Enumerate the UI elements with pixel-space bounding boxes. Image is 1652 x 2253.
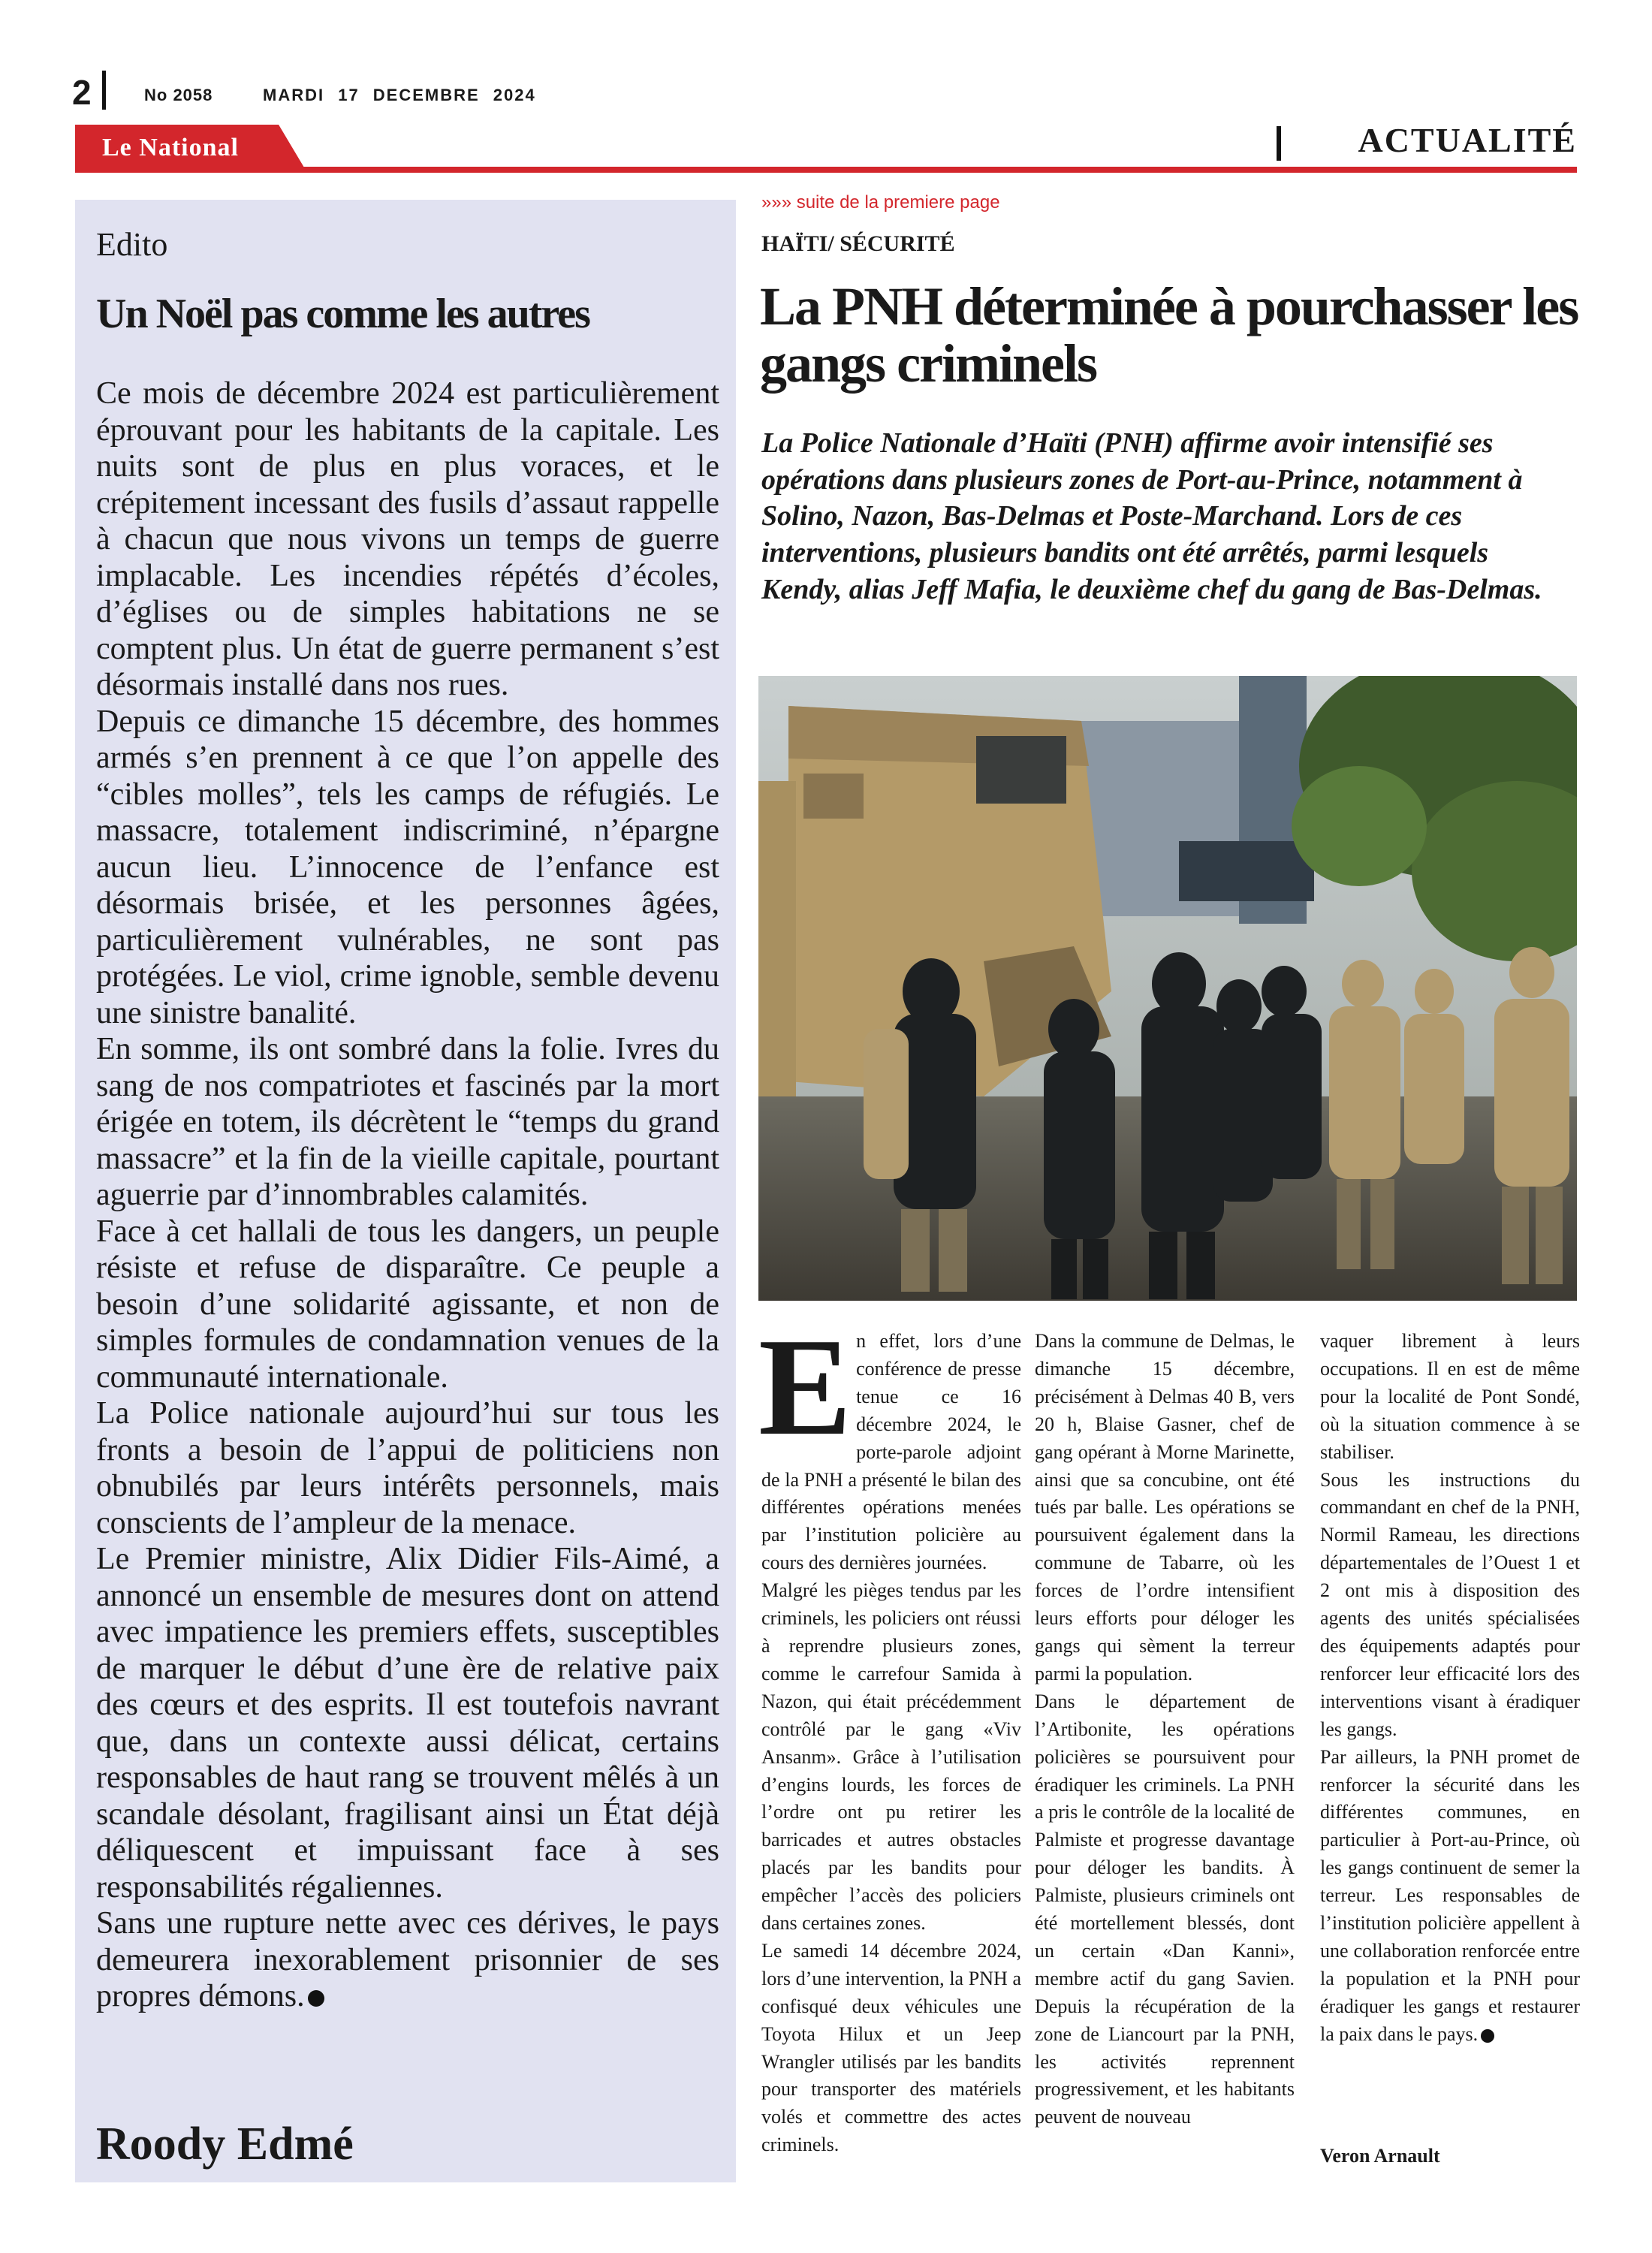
article-paragraph: Sous les instructions du commandant en chef de la PNH, Normil Rameau, les directions départementales de l’Ouest 1 et 2 ont mis à disposition des agents des unités spécialisées des équipements adaptés pour renforcer leur efficacité lors des interventions visant à éradiquer les gangs. (1320, 1468, 1580, 1740)
article-standfirst: La Police Nationale d’Haïti (PNH) affirme avoir intensifié ses opérations dans plusieurs zones de Port-au-Prince, notamment à Solino, Nazon, Bas-Delmas et Poste-Marchand. Lors de ces interventions, plusieurs bandits ont été arrêtés, parmi lesquels Kendy, alias Jeff Mafia, le deuxième chef du gang de Bas-Delmas. (761, 427, 1542, 605)
edito-title: Un Noël pas comme les autres (96, 291, 589, 337)
page-number: 2 (72, 73, 92, 112)
article-column-2 (1035, 1328, 1295, 2131)
edito-paragraph: Face à cet hallali de tous les dangers, un peuple résiste et refuse de disparaître. Ce peuple a besoin d’une solidarité agissante, et non de simples formules de condamnation venues de la communauté internationale. (96, 1214, 719, 1395)
edito-last-text: Sans une rupture nette avec ces dérives, le pays demeurera inexorablement prisonnier de ses propres démons. (96, 1906, 719, 2013)
edito-paragraph: Ce mois de décembre 2024 est particulièrement éprouvant pour les habitants de la capitale. Les nuits sont de plus en plus voraces, et le crépitement incessant des fusils d’assaut rappelle à chacun que nous vivons un temps de guerre implacable. Les incendies répétés d’écoles, d’églises ou de simples habitations ne se comptent plus. Un état de guerre permanent s’est désormais installé dans nos rues. (96, 376, 719, 702)
article-kicker: HAÏTI/ SÉCURITÉ (761, 231, 955, 256)
article-paragraph: vaquer librement à leurs occupations. Il en est de même pour la localité de Pont Sondé, où la situation commence à se stabiliser. (1320, 1330, 1580, 1463)
page-number-divider (102, 71, 106, 110)
continuation-note: »»» suite de la premiere page (761, 192, 1000, 213)
header-rule (75, 167, 1577, 173)
dateline: MARDI 17 DECEMBRE 2024 (263, 86, 536, 104)
section-title: ACTUALITÉ (1358, 121, 1577, 159)
article-last-text: Par ailleurs, la PNH promet de renforcer la sécurité dans les différentes communes, en particulier à Port-au-Prince, où les gangs continuent de semer la terreur. Les responsables de l’institution policière appellent à une collaboration renforcée entre la population et la PNH pour éradiquer les gangs et restaurer la paix dans le pays. (1320, 1745, 1580, 2045)
edito-kicker: Edito (96, 226, 168, 263)
edito-body (96, 376, 719, 2015)
article-paragraph: Dans le département de l’Artibonite, les opérations policières se poursuivent pour éradiquer les criminels. La PNH a pris le contrôle de la localité de Palmiste et progresse davantage pour déloger les bandits. À Palmiste, plusieurs criminels ont été mortellement blessés, dont un certain «Dan Kanni», membre actif du gang Savien. Depuis la récupération de la zone de Liancourt par la PNH, les activités reprennent progressivement, et les habitants peuvent de nouveau (1035, 1690, 1295, 2128)
news-photo (758, 676, 1577, 1301)
article-byline: Veron Arnault (1320, 2145, 1440, 2167)
end-mark-icon (308, 1990, 324, 2007)
article-headline: La PNH déterminée à pourchasser les gangs criminels (760, 276, 1578, 394)
edito-paragraph: La Police nationale aujourd’hui sur tous les fronts a besoin de l’appui de politiciens non obnubilés par leurs intérêts personnels, mais conscients de l’ampleur de la menace. (96, 1396, 719, 1540)
edito-signature: Roody Edmé (96, 2119, 354, 2170)
edito-paragraph-last (96, 1905, 719, 2015)
article-paragraph: Malgré les pièges tendus par les criminels, les policiers ont réussi à reprendre plusieurs zones, comme le carrefour Samida à Nazon, qui était précédemment contrôlé par le gang «Viv Ansanm». Grâce à l’utilisation d’engins lourds, les forces de l’ordre ont pu retirer les barricades et autres obstacles placés par les bandits pour empêcher l’accès des policiers dans certaines zones. (761, 1579, 1021, 1935)
article-column-3 (1320, 1328, 1580, 2049)
brand-name: Le National (102, 134, 239, 161)
drop-cap: E (758, 1310, 852, 1464)
article-paragraph (758, 1310, 1021, 1577)
article-paragraph-last (1320, 1744, 1580, 2049)
article-lead-text: n effet, lors d’une conférence de presse tenue ce 16 décembre 2024, le porte-parole adjoint de la PNH a présenté le bilan des différentes opérations menées par l’institution policière au cours des dernières journées. (761, 1330, 1021, 1574)
article-column-1 (758, 1310, 1021, 2159)
issue-number: No 2058 (144, 86, 213, 104)
article-paragraph: Le samedi 14 décembre 2024, lors d’une intervention, la PNH a confisqué deux véhicules une Toyota Hilux et un Jeep Wrangler utilisés par les bandits pour transporter des matériels volés et commettre des actes criminels. (761, 1939, 1021, 2156)
section-divider (1277, 126, 1281, 161)
end-mark-icon (1481, 2029, 1494, 2043)
edito-paragraph: Le Premier ministre, Alix Didier Fils-Aimé, a annoncé un ensemble de mesures dont on attend avec impatience les premiers effets, susceptibles de marquer le début d’une ère de relative paix des cœurs et des esprits. Il est toutefois navrant que, dans un contexte aussi délicat, certains responsables de haut rang se trouvent mêlés à un scandale désolant, fragilisant ainsi un État déjà déliquescent et impuissant face à ses responsabilités régaliennes. (96, 1542, 719, 1905)
edito-paragraph: En somme, ils ont sombré dans la folie. Ivres du sang de nos compatriotes et fascinés par la mort érigée en totem, ils décrètent le “temps du grand massacre” et la fin de la vieille capitale, pourtant aguerrie par d’innombrables calamités. (96, 1032, 719, 1212)
article-paragraph: Dans la commune de Delmas, le dimanche 15 décembre, précisément à Delmas 40 B, vers 20 h, Blaise Gasner, chef de gang opérant à Morne Marinette, ainsi que sa concubine, ont été tués par balle. Les opérations se poursuivent également dans la commune de Tabarre, où les forces de l’ordre intensifient leurs efforts pour déloger les gangs qui sèment la terreur parmi la population. (1035, 1330, 1295, 1684)
edito-paragraph: Depuis ce dimanche 15 décembre, des hommes armés s’en prennent à ce que l’on appelle des “cibles molles”, tels les camps de réfugiés. Le massacre, totalement indiscriminé, n’épargne aucun lieu. L’innocence de l’enfance est désormais brisée, et les personnes âgées, particulièrement vulnérables, ne sont pas protégées. Le viol, crime ignoble, semble devenu une sinistre banalité. (96, 704, 719, 1030)
